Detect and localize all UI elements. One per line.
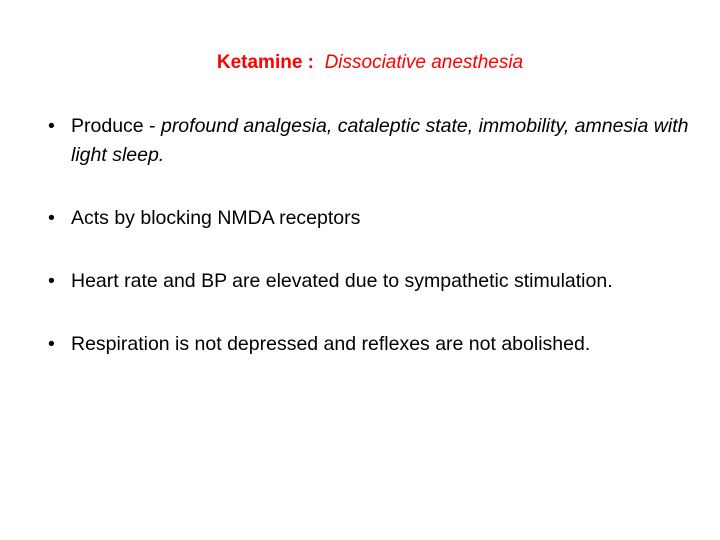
bullet-italic-text: profound analgesia, cataleptic state, immobility, amnesia with light sleep. — [71, 115, 689, 166]
bullet-item — [48, 112, 708, 170]
title-drug: Ketamine : — [216, 52, 315, 73]
bullet-text: Acts by blocking NMDA receptors — [71, 207, 361, 229]
bullet-text: Respiration is not depressed and reflexes are not abolished. — [71, 333, 591, 355]
title-subtitle: Dissociative anesthesia — [324, 52, 524, 73]
bullet-item — [48, 330, 708, 359]
bullet-list — [48, 112, 708, 393]
bullet-item — [48, 267, 708, 296]
bullet-item — [48, 204, 708, 233]
slide-title — [0, 52, 720, 74]
bullet-text: Produce - — [71, 115, 161, 137]
bullet-text: Heart rate and BP are elevated due to sympathetic stimulation. — [71, 270, 613, 292]
